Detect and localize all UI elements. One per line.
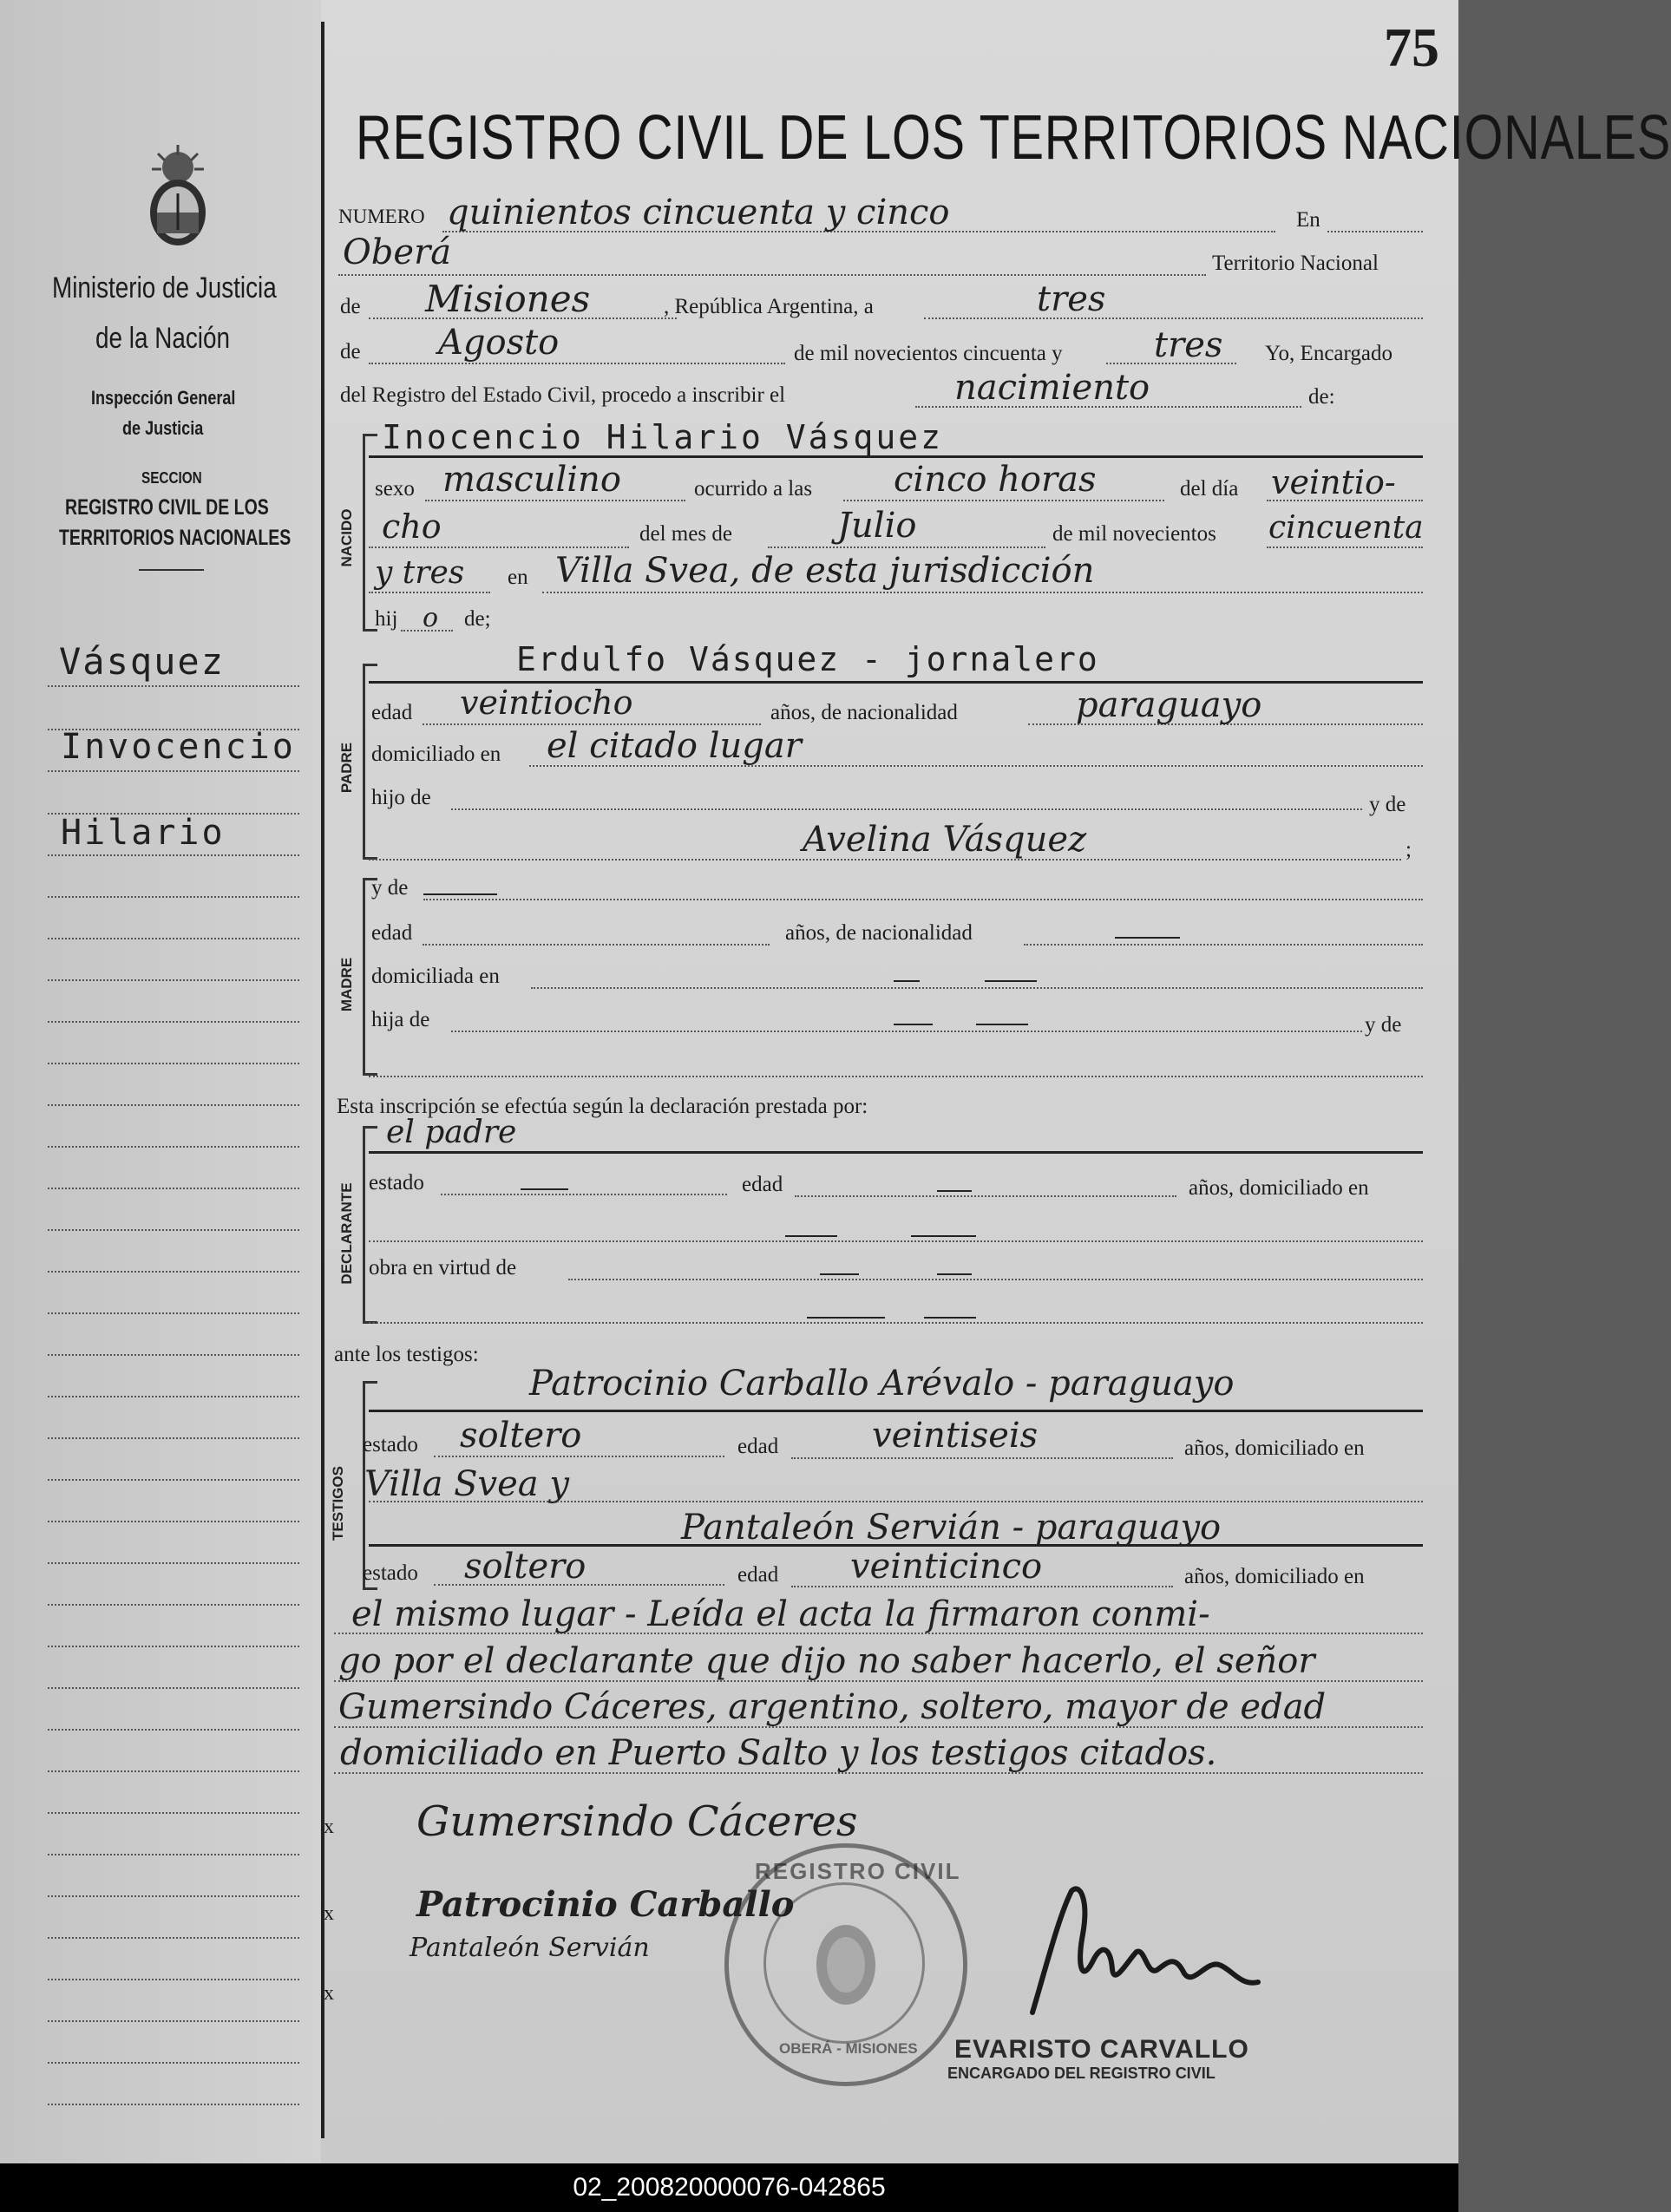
sidebar-surname: Vásquez [59,640,226,683]
testigo2-estado-value: soltero [464,1547,586,1587]
dash-mark [423,893,497,895]
margin-rule [48,1521,299,1522]
margin-rule [48,1937,299,1939]
document-title: REGISTRO CIVIL DE LOS TERRITORIOS NACIONALES [356,103,1671,173]
padre-semicolon: ; [1406,838,1412,861]
de2-label: de: [1308,385,1335,409]
page-number: 75 [1384,16,1439,78]
margin-rule [48,1562,299,1564]
dotted-line [369,363,785,364]
footer-id: 02_200820000076-042865 [0,2163,1458,2212]
madre-hija-label: hija de [371,1008,430,1031]
margin-rule [48,1312,299,1314]
en-nacido-label: en [508,566,528,589]
dash-mark [985,980,1037,982]
official-signature [998,1865,1293,2039]
sexo-value: masculino [442,460,621,500]
place-value: Oberá [343,232,452,272]
testigo1-estado-label: estado [363,1433,418,1456]
dotted-line [1024,944,1423,946]
padre-domicilio-label: domiciliado en [371,743,501,766]
name-line [369,1410,1423,1412]
republica-label: , República Argentina, a [664,295,874,318]
dash-mark [521,1188,568,1190]
numero-label: NUMERO [338,206,425,227]
dash-mark [937,1273,972,1275]
registry-line1: REGISTRO CIVIL DE LOS [65,495,269,520]
closing-line2: go por el declarante que dijo no saber hacerlo, el señor [338,1641,1315,1681]
madre-nacionalidad-label: años, de nacionalidad [785,921,973,945]
dotted-line [542,592,1423,593]
sidebar-given2: Hilario [61,813,226,853]
dash-mark [1115,937,1180,939]
registry-line2: TERRITORIOS NACIONALES [59,526,292,550]
coat-of-arms-icon [139,143,217,252]
declarante-label: DECLARANTE [338,1182,355,1285]
declarante-intro: Esta inscripción se efectúa según la declaración prestada por: [337,1095,868,1118]
name-line [369,1151,1423,1154]
testigo2-estado-label: estado [363,1561,418,1585]
official-title: ENCARGADO DEL REGISTRO CIVIL [947,2065,1216,2082]
dash-mark [937,1190,972,1192]
margin-rule [48,1687,299,1689]
margin-rule [48,2020,299,2022]
dotted-line [791,1457,1173,1459]
signature-gumersindo: Gumersindo Cáceres [416,1797,858,1846]
testigo2-domicilio-label: años, domiciliado en [1184,1565,1365,1588]
territorio-label: Territorio Nacional [1212,252,1379,275]
dotted-line [423,723,761,725]
margin-rule [48,1063,299,1064]
anio-value-1: cincuenta [1268,510,1424,546]
padre-yde-label: y de [1369,793,1406,816]
dotted-line [369,546,629,548]
dash-mark [894,980,920,982]
dia-label: del día [1180,477,1239,501]
madre-yde2-label: y de [1365,1013,1402,1037]
margin-rule [48,1271,299,1273]
nacido-label: NACIDO [338,508,355,567]
dotted-line [369,1076,1423,1077]
mes-label: del mes de [639,522,732,546]
dotted-line [334,1680,1423,1682]
testigos-intro: ante los testigos: [334,1343,479,1366]
dash-mark [785,1235,837,1237]
padre-edad-label: edad [371,701,413,724]
dotted-line [369,1322,1423,1324]
registro-civil-stamp [724,1843,967,2086]
testigo1-domicilio-label: años, domiciliado en [1184,1436,1365,1460]
mil-label: de mil novecientos cincuenta y [794,342,1063,365]
margin-rule [48,1812,299,1814]
dotted-line [423,944,770,946]
dash-mark [807,1317,885,1319]
dash-mark [894,1024,933,1025]
padre-madre-value: Avelina Vásquez [803,820,1087,860]
dotted-line [924,317,1423,319]
testigo2-name: Pantaleón Servián - paraguayo [681,1508,1222,1548]
dotted-line [334,1633,1423,1634]
ministry-line1: Ministerio de Justicia [52,272,277,304]
numero-value: quinientos cincuenta y cinco [447,193,950,232]
testigo1-edad-label: edad [737,1435,779,1458]
margin-rule [48,1479,299,1481]
signature-pantaleon: Pantaleón Servián [410,1933,650,1963]
stamp-ring-text: REGISTRO CIVIL [755,1858,961,1884]
en-label: En [1296,208,1320,232]
name-line [369,455,1423,458]
margin-rule [48,854,299,856]
margin-rule [48,1437,299,1439]
margin-rule [48,1895,299,1897]
dotted-line [441,1194,727,1195]
de-label: de [340,295,361,318]
margin-rule [48,770,299,772]
signature-mark-1: x [324,1816,334,1838]
dia-value-2: cho [382,507,442,546]
mes-value: Julio [837,506,917,546]
dotted-line [768,546,1045,548]
dotted-line [451,808,1362,810]
padre-nacionalidad-value: paraguayo [1076,685,1262,725]
dotted-line [531,987,1423,989]
margin-rule [48,1021,299,1023]
margin-rule [48,1854,299,1855]
padre-name: Erdulfo Vásquez - jornalero [516,640,1099,678]
de-label-2: de [340,340,361,363]
month-value: Agosto [438,323,560,363]
day-value: tres [1037,279,1106,319]
anio-value-2: y tres [375,555,465,591]
margin-rule [48,685,299,687]
hijo-value: o [423,603,439,633]
margin-rule [48,1146,299,1148]
territory-value: Misiones [425,278,591,320]
margin-rule [48,979,299,981]
declarante-estado-label: estado [369,1171,424,1194]
dia-value-1: veintio- [1271,463,1396,501]
dotted-line [338,274,1206,276]
dash-mark [820,1273,859,1275]
hijo-label-a: hij [375,607,398,631]
mil-nacido-label: de mil novecientos [1052,522,1216,546]
padre-domicilio-value: el citado lugar [547,726,802,766]
dotted-line [334,1726,1423,1728]
hora-value: cinco horas [894,460,1097,500]
sidebar-given1: Invocencio [61,727,296,767]
dotted-line [568,1279,1423,1280]
declarante-domicilio-label: años, domiciliado en [1189,1176,1369,1200]
madre-edad-label: edad [371,921,413,945]
madre-yde-label: y de [371,876,409,900]
ocurrido-label: ocurrido a las [694,477,813,501]
sexo-label: sexo [375,477,415,501]
declarante-obra-label: obra en virtud de [369,1256,517,1279]
margin-rule [48,1396,299,1397]
dotted-line [369,1501,1423,1502]
declarante-edad-label: edad [742,1173,783,1196]
act-value: nacimiento [954,368,1150,408]
margin-rule [48,896,299,898]
registro-label: del Registro del Estado Civil, procedo a inscribir el [340,383,786,407]
signature-mark-2: x [324,1902,334,1925]
margin-rule [48,1188,299,1189]
dotted-line [434,1456,724,1457]
margin-rule [48,1354,299,1356]
margin-rule [48,938,299,939]
declarante-value: el padre [386,1115,517,1150]
margin-rule [48,1729,299,1731]
margin-rule [48,1770,299,1772]
nacido-bracket [363,434,377,632]
testigos-label: TESTIGOS [330,1466,346,1541]
sidebar-short-rule [139,569,204,571]
dash-mark [924,1317,976,1319]
padre-nacionalidad-label: años, de nacionalidad [770,701,958,724]
margin-rule [48,729,299,730]
madre-domicilio-label: domiciliada en [371,965,500,988]
dotted-line [369,859,1401,861]
testigo2-edad-label: edad [737,1563,779,1587]
stamp-emblem-icon [811,1917,881,2012]
signature-mark-3: x [324,1982,334,2005]
madre-label: MADRE [338,957,355,1012]
testigo2-edad-value: veinticinco [850,1547,1043,1587]
padre-edad-value: veintiocho [460,684,633,722]
margin-rule [48,1646,299,1647]
declarante-bracket [363,1126,377,1324]
yo-label: Yo, Encargado [1265,342,1392,365]
nacido-name: Inocencio Hilario Vásquez [382,418,943,456]
dotted-line [425,500,685,501]
padre-label: PADRE [338,742,355,794]
dotted-line [1267,546,1423,548]
testigo1-name: Patrocinio Carballo Arévalo - paraguayo [529,1364,1235,1404]
testigo1-edad-value: veintiseis [872,1416,1039,1456]
margin-rule [48,2104,299,2105]
closing-line1: el mismo lugar - Leída el acta la firmaron conmi- [351,1594,1210,1634]
dash-mark [911,1235,976,1237]
dotted-line [795,1195,1176,1197]
dotted-line [369,1240,1423,1242]
hijo-label-b: de; [464,607,491,631]
margin-rule [48,1104,299,1106]
year-value: tres [1154,325,1223,365]
signature-patrocinio: Patrocinio Carballo [416,1884,795,1925]
lugar-value: Villa Svea, de esta jurisdicción [555,551,1095,591]
dotted-line [451,1031,1362,1032]
closing-line3: Gumersindo Cáceres, argentino, soltero, mayor de edad [338,1687,1327,1727]
margin-rule [48,2062,299,2064]
stamp-bottom-text: OBERÁ - MISIONES [779,2040,918,2057]
ministry-line2: de la Nación [95,322,230,355]
margin-rule [48,1979,299,1980]
testigo1-estado-value: soltero [460,1416,582,1456]
dash-mark [976,1024,1028,1025]
margin-rule [48,1604,299,1606]
inspection-line1: Inspección General [91,387,236,409]
padre-hijo-label: hijo de [371,786,431,809]
inspection-line2: de Justicia [122,417,204,439]
dotted-line [843,500,1164,501]
margin-rule [48,1229,299,1231]
dotted-line [369,592,490,593]
closing-line4: domiciliado en Puerto Salto y los testigos citados. [340,1733,1217,1773]
margin-rule [48,813,299,815]
testigo1-domicilio-value: Villa Svea y [364,1464,569,1504]
dotted-line [423,899,1423,900]
dotted-line [1327,231,1423,232]
official-name: EVARISTO CARVALLO [954,2035,1249,2064]
section-label: SECCION [141,469,202,487]
dotted-line [334,1772,1423,1774]
